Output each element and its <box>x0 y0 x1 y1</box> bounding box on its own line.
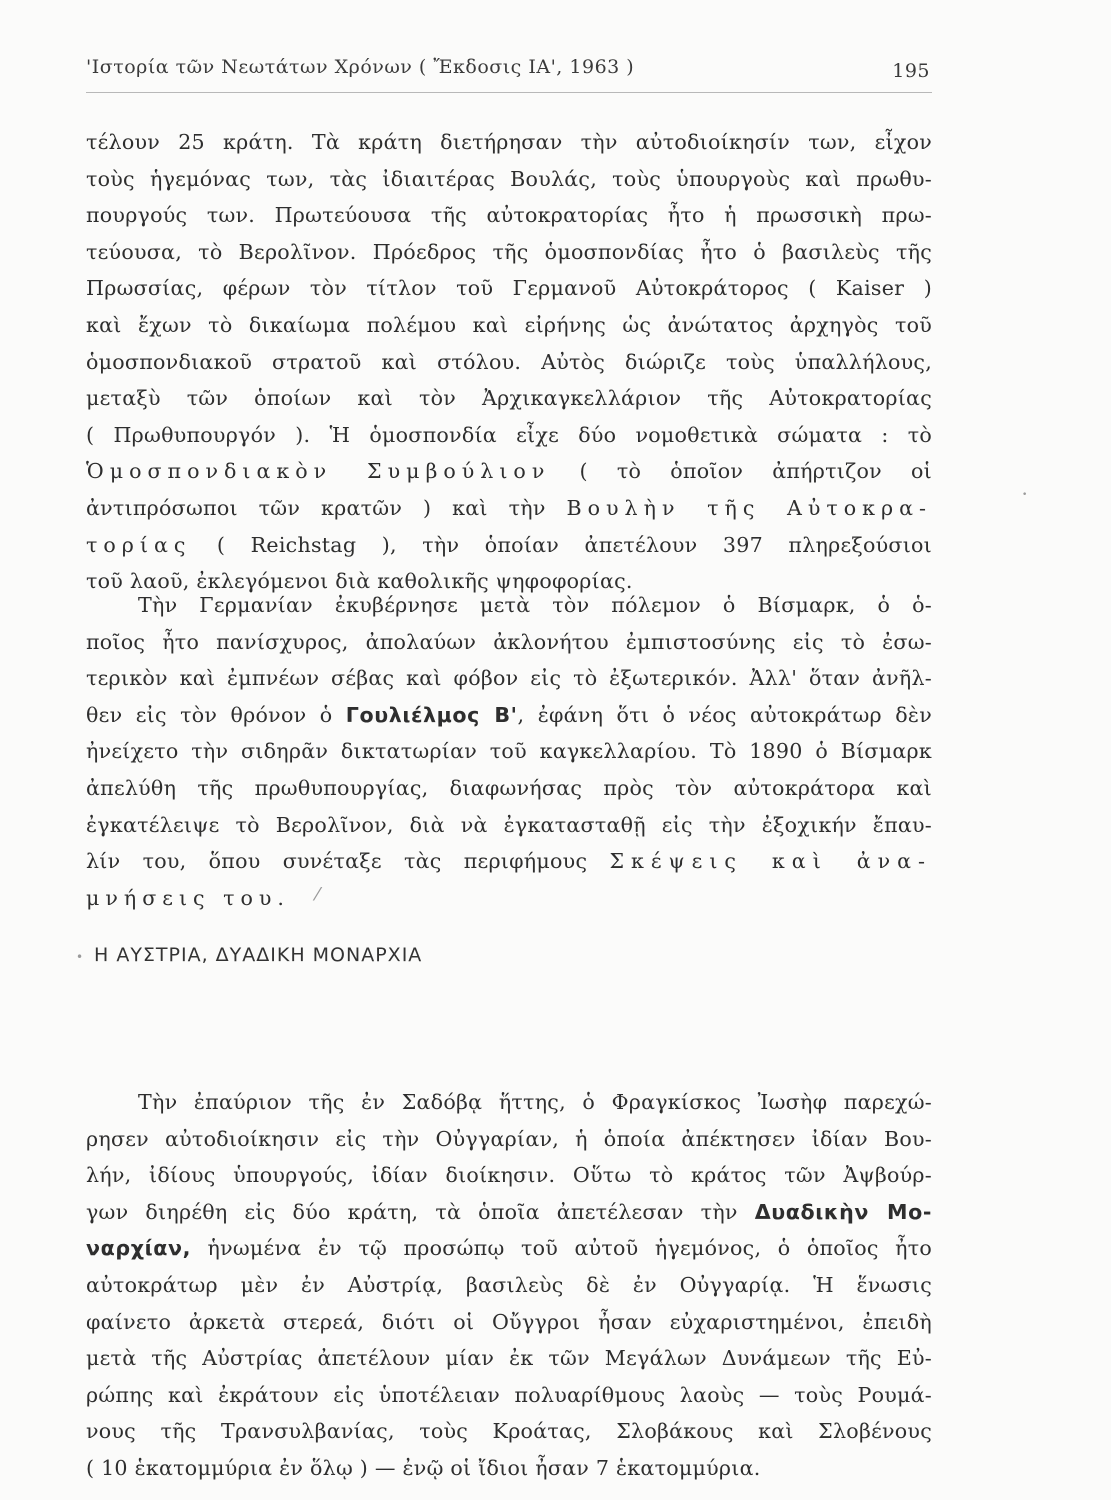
text-line: ναρχίαν, ἡνωμένα ἐν τῷ προσώπῳ τοῦ αὐτοῦ ἡγεμόνος, ὁ ὁποῖος ἦτο <box>86 1236 933 1261</box>
text-line: τοὺς ἡγεμόνας των, τὰς ἰδιαιτέρας Βουλάς, τοὺς ὑπουργοὺς καὶ πρωθυ- <box>86 166 932 191</box>
text-line: ρησεν αὐτοδιοίκησιν εἰς τὴν Οὐγγαρίαν, ἡ ὁποία ἀπέκτησεν ἰδίαν Βου- <box>86 1126 932 1151</box>
bold-term: Δυαδικὴν Μο- <box>754 1199 932 1224</box>
text-line: γων διηρέθη εἰς δύο κράτη, τὰ ὁποῖα ἀπετέλεσαν τὴν Δυαδικὴν Μο- <box>86 1199 932 1224</box>
text-line: Πρωσσίας, φέρων τὸν τίτλον τοῦ Γερμανοῦ Αὐτοκράτορος ( Kaiser ) <box>86 276 932 301</box>
text-line: πουργούς των. Πρωτεύουσα τῆς αὐτοκρατορίας ἦτο ἡ πρωσσικὴ πρω- <box>86 203 932 228</box>
text-line: λίν του, ὅπου συνέταξε τὰς περιφήμους Σκέψεις καὶ ἀνα- <box>86 849 933 874</box>
text-line: Τὴν ἐπαύριον τῆς ἐν Σαδόβᾳ ἥττης, ὁ Φραγκίσκος Ἰωσὴφ παρεχώ- <box>138 1090 932 1114</box>
text-line: τεύουσα, τὸ Βερολῖνον. Πρόεδρος τῆς ὁμοσπονδίας ἦτο ὁ βασιλεὺς τῆς <box>86 239 932 264</box>
text-line: μετὰ τῆς Αὐστρίας ἀπετέλουν μίαν ἐκ τῶν Μεγάλων Δυνάμεων τῆς Εὐ- <box>86 1346 932 1371</box>
paragraph-2 <box>86 587 932 916</box>
text-line: ποῖος ἦτο πανίσχυρος, ἀπολαύων ἀκλονήτου ἐμπιστοσύνης εἰς τὸ ἐσω- <box>86 629 932 654</box>
spaced-term: τορίας <box>86 532 192 557</box>
header-rule <box>86 92 932 93</box>
text-line: τερικὸν καὶ ἐμπνέων σέβας καὶ φόβον εἰς τὸ ἐξωτερικόν. Ἀλλ' ὅταν ἀνῆλ- <box>86 666 932 691</box>
text-line: ἐγκατέλειψε τὸ Βερολῖνον, διὰ νὰ ἐγκατασταθῇ εἰς τὴν ἐξοχικήν ἔπαυ- <box>86 812 932 837</box>
text-line: Τὴν Γερμανίαν ἐκυβέρνησε μετὰ τὸν πόλεμον ὁ Βίσμαρκ, ὁ ὁ- <box>138 593 932 617</box>
section-heading: Η ΑΥΣΤΡΙΑ, ΔΥΑΔΙΚΗ ΜΟΝΑΡΧΙΑ <box>94 944 423 966</box>
bold-term: ναρχίαν, <box>86 1236 192 1261</box>
text-line: τορίας ( Reichstag ), τὴν ὁποίαν ἀπετέλουν 397 πληρεξούσιοι <box>86 532 933 557</box>
page-number: 195 <box>892 60 930 82</box>
text-line: νους τῆς Τρανσυλβανίας, τοὺς Κροάτας, Σλοβάκους καὶ Σλοβένους <box>86 1419 932 1444</box>
text-line: θεν εἰς τὸν θρόνον ὁ Γουλιέλμος Β', ἐφάνη ὅτι ὁ νέος αὐτοκράτωρ δὲν <box>86 702 932 727</box>
pen-tick-mark: ⁄ <box>316 884 320 905</box>
text-line: καὶ ἔχων τὸ δικαίωμα πολέμου καὶ εἰρήνης ὡς ἀνώτατος ἀρχηγὸς τοῦ <box>86 312 932 337</box>
book-title: 'Ιστορία τῶν Νεωτάτων Χρόνων ( Ἔκδοσις ΙΑ', 1963 ) <box>86 56 635 78</box>
spaced-term: Βουλὴν τῆς Αὐτοκρα- <box>566 495 933 520</box>
text-line: Ὁμοσπονδιακὸν Συμβούλιον ( τὸ ὁποῖον ἀπήρτιζον οἱ <box>86 459 932 484</box>
bold-term: Γουλιέλμος Β' <box>345 702 518 727</box>
spaced-term: Ὁμοσπονδιακὸν Συμβούλιον <box>86 459 551 484</box>
text-line: ἠνείχετο τὴν σιδηρᾶν δικτατωρίαν τοῦ καγκελλαρίου. Τὸ 1890 ὁ Βίσμαρκ <box>86 739 932 764</box>
text-line: αὐτοκράτωρ μὲν ἐν Αὐστρίᾳ, βασιλεὺς δὲ ἐν Οὐγγαρίᾳ. Ἡ ἕνωσις <box>86 1272 932 1297</box>
spaced-term: Σκέψεις καὶ ἀνα- <box>609 849 933 874</box>
text-line: ὁμοσπονδιακοῦ στρατοῦ καὶ στόλου. Αὐτὸς διώριζε τοὺς ὑπαλλήλους, <box>86 349 932 374</box>
text-line: τέλουν 25 κράτη. Τὰ κράτη διετήρησαν τὴν αὐτοδιοίκησίν των, εἶχον <box>86 130 932 154</box>
margin-speck: • <box>76 950 84 964</box>
text-line: μεταξὺ τῶν ὁποίων καὶ τὸν Ἀρχικαγκελλάριον τῆς Αὐτοκρατορίας <box>86 386 932 411</box>
text-line: φαίνετο ἀρκετὰ στερεά, διότι οἱ Οὔγγροι ἦσαν εὐχαριστημένοι, ἐπειδὴ <box>86 1309 932 1334</box>
text-line: ρώπης καὶ ἐκράτουν εἰς ὑποτέλειαν πολυαρίθμους λαοὺς — τοὺς Ρουμά- <box>86 1382 932 1407</box>
paragraph-1 <box>86 124 932 600</box>
text-line: ἀντιπρόσωποι τῶν κρατῶν ) καὶ τὴν Βουλὴν τῆς Αὐτοκρα- <box>86 495 933 520</box>
text-line: ἀπελύθη τῆς πρωθυπουργίας, διαφωνήσας πρὸς τὸν αὐτοκράτορα καὶ <box>86 775 932 800</box>
spaced-term: μνήσεις του. <box>86 885 290 910</box>
text-line: λήν, ἰδίους ὑπουργούς, ἰδίαν διοίκησιν. Οὕτω τὸ κράτος τῶν Ἀψβούρ- <box>86 1163 932 1188</box>
text-line: ( Πρωθυπουργόν ). Ἡ ὁμοσπονδία εἶχε δύο νομοθετικὰ σώματα : τὸ <box>86 422 932 447</box>
text-line: τοῦ λαοῦ, ἐκλεγόμενοι διὰ καθολικῆς ψηφοφορίας. <box>86 569 633 594</box>
text-line: ( 10 ἑκατομμύρια ἐν ὅλῳ ) — ἐνῷ οἱ ἴδιοι ἦσαν 7 ἑκατομμύρια. <box>86 1455 761 1480</box>
text-line <box>86 880 932 917</box>
paragraph-3 <box>86 1084 932 1487</box>
margin-speck: • <box>1022 490 1028 500</box>
